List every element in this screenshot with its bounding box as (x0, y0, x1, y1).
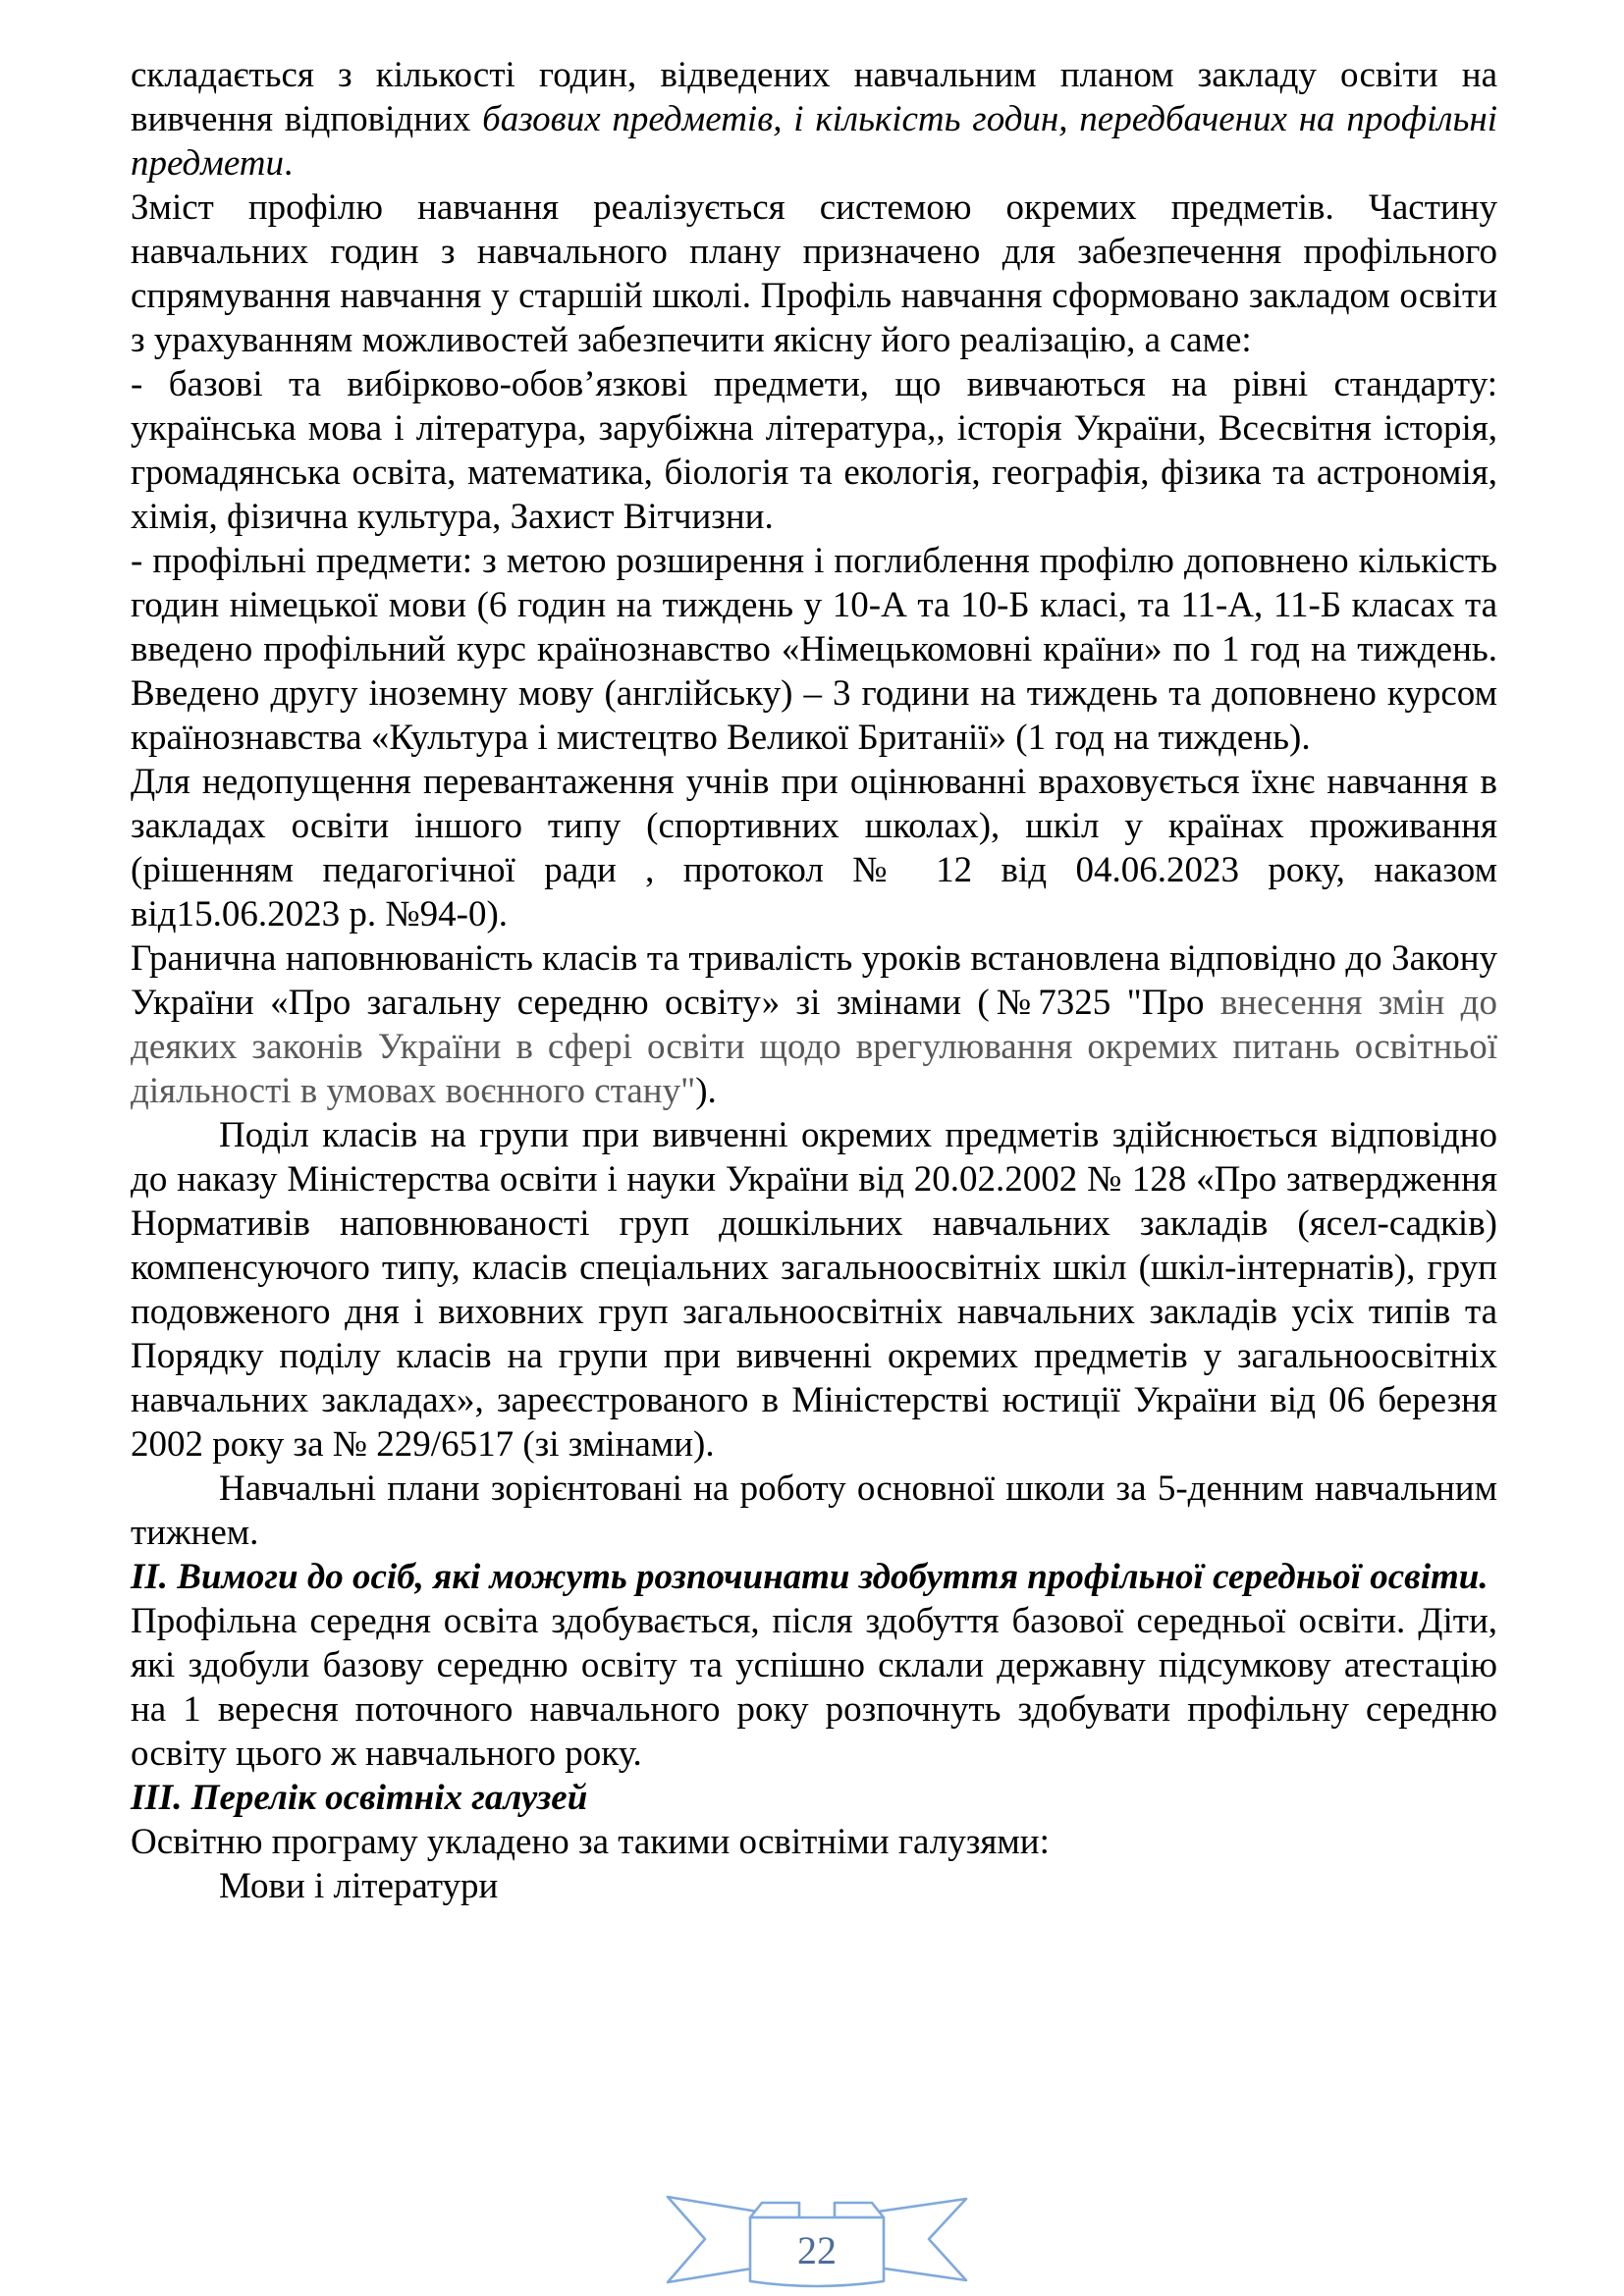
paragraph-text-muted: внесення змін до деяких законів України в сфері освіти щодо врегулювання окремих питань освітньої діяльності в умовах воєнного стану" (131, 983, 1497, 1111)
text-block (131, 53, 1497, 1908)
page-number-ribbon (660, 2187, 974, 2293)
paragraph-education-branches: Освітню програму укладено за такими освітніми галузями: (131, 1822, 1050, 1862)
paragraph-class-division: Поділ класів на групи при вивченні окремих предметів здійснюється відповідно до наказу Міністерства освіти і науки України від 20.02.2002 № 128 «Про затвердження Нормативів наповнюваності груп дошкільних навчальних закладів (ясел-садків) компенсуючого типу, класів спеціальних загальноосвітніх шкіл (шкіл-інтернатів), груп подовженого дня і виховних груп загальноосвітніх навчальних закладів усіх типів та Порядку поділу класів на групи при вивченні окремих предметів у загальноосвітніх навчальних закладах», зареєстрованого в Міністерстві юстиції України від 06 березня 2002 року за № 229/6517 (зі змінами). (131, 1115, 1497, 1465)
paragraph-text: Гранична наповнюваність класів та тривалість уроків встановлена відповідно до Закону України «Про загальну середню освіту» зі змінами (№7325 "Про (131, 938, 1497, 1023)
section-heading-iii: ІІІ. Перелік освітніх галузей (131, 1778, 588, 1818)
page-number: 22 (797, 2228, 837, 2272)
paragraph-hours-allocation (131, 53, 1497, 186)
paragraph-overload-prevention: Для недопущення перевантаження учнів при оцінюванні враховується їхнє навчання в закладах освіти іншого типу (спортивних школах), шкіл у країнах проживання (рішенням педагогічної ради , протокол № 12 від 04.06.2023 року, наказом від15.06.2023 р. №94-0). (131, 762, 1497, 934)
ribbon-banner-icon (660, 2187, 974, 2293)
paragraph-text: ). (695, 1071, 717, 1111)
paragraph-basic-subjects: - базові та вибірково-обов’язкові предмети, що вивчаються на рівні стандарту: українська мова і література, зарубіжна література,, історія України, Всесвітня історія, громадянська освіта, математика, біологія та екологія, географія, фізика та астрономія, хімія, фізична культура, Захист Вітчизни. (131, 364, 1497, 537)
section-heading-ii: ІІ. Вимоги до осіб, які можуть розпочинати здобуття профільної середньої освіти. (131, 1557, 1489, 1597)
paragraph-languages-literature: Мови і літератури (219, 1866, 499, 1906)
paragraph-text: складається з кількості годин, відведених навчальним планом закладу освіти на вивчення відповідних (131, 55, 1497, 139)
paragraph-profile-content: Зміст профілю навчання реалізується системою окремих предметів. Частину навчальних годин з навчального плану призначено для забезпечення профільного спрямування навчання у старшій школі. Профіль навчання сформовано закладом освіти з урахуванням можливостей забезпечити якісну його реалізацію, а саме: (131, 187, 1497, 360)
paragraph-profile-subjects: - профільні предмети: з метою розширення і поглиблення профілю доповнено кількість годин німецької мови (6 годин на тиждень у 10-А та 10-Б класі, та 11-А, 11-Б класах та введено профільний курс країнознавство «Німецькомовні країни» по 1 год на тиждень. Введено другу іноземну мову (англійську) – 3 години на тиждень та доповнено курсом країнознавства «Культура і мистецтво Великої Британії» (1 год на тиждень). (131, 541, 1497, 758)
ribbon-left-fold (750, 2203, 799, 2217)
paragraph-five-day-week: Навчальні плани зорієнтовані на роботу основної школи за 5-денним навчальним тижнем. (131, 1468, 1497, 1553)
paragraph-text-italic: базових предметів, і кількість годин, передбачених на профільні предмети (131, 99, 1497, 184)
paragraph-class-capacity (131, 936, 1497, 1113)
paragraph-profile-education-entry: Профільна середня освіта здобувається, після здобуття базової середньої освіти. Діти, які здобули базову середню освіту та успішно склали державну підсумкову атестацію на 1 вересня поточного навчального року розпочнуть здобувати профільну середню освіту цього ж навчального року. (131, 1601, 1497, 1774)
ribbon-right-fold (835, 2203, 884, 2217)
paragraph-text: . (284, 143, 294, 184)
